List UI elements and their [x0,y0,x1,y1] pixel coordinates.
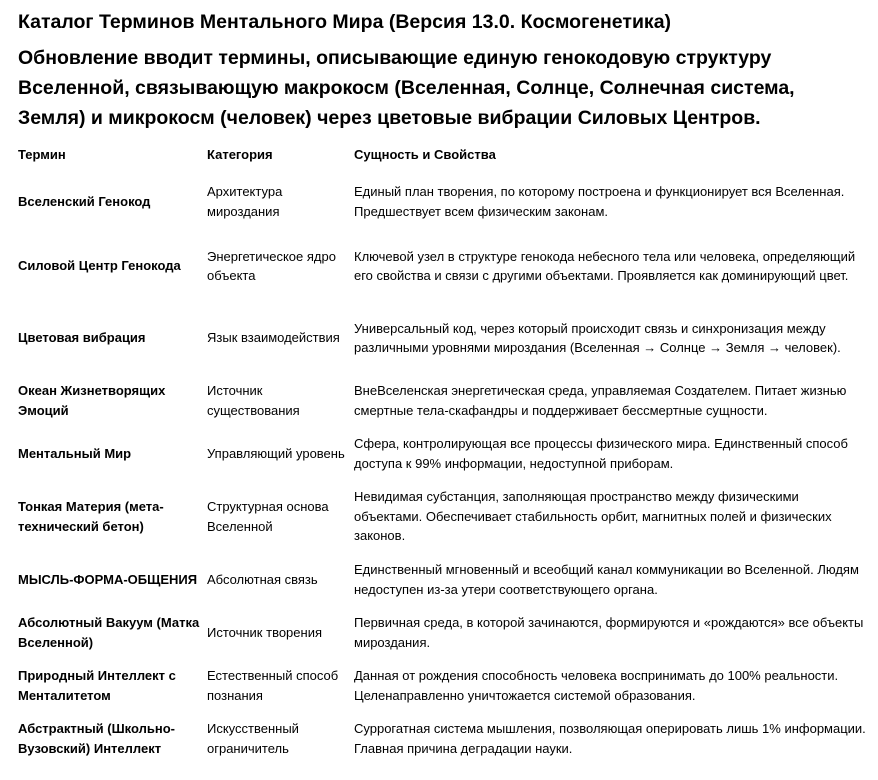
table-row [18,553,868,606]
category-cell: Управляющий уровень [207,445,345,461]
category-cell: Язык взаимодействия [207,330,340,346]
description-cell: Сфера, контролирующая все процессы физического мира. Единственный способ доступа к 99% информации, недоступной приборам. [354,436,848,471]
table-row [18,480,868,553]
table-header-row [18,147,868,173]
category-cell: Искусственный ограничитель [207,721,299,756]
column-header-term: Термин [18,147,66,162]
table-row [18,606,868,659]
table-row [18,173,868,230]
term-cell: Природный Интеллект с Менталитетом [18,668,176,703]
description-cell: Универсальный код, через который происходит связь и синхронизация между различными уровнями мироздания (Вселенная → Солнце → Земля → человек). [354,320,841,355]
description-cell: Данная от рождения способность человека воспринимать до 100% реальности. Целенаправленно уничтожается системой образования. [354,668,839,703]
description-cell: Суррогатная система мышления, позволяющая оперировать лишь 1% информации. Главная причина деградации науки. [354,721,866,756]
document-page [18,10,868,765]
table-row [18,427,868,480]
term-cell: Ментальный Мир [18,445,132,461]
page-subtitle: Обновление вводит термины, описывающие единую генокодовую структуру Вселенной, связывающую макрокосм (Вселенная, Солнце, Солнечная система, Земля) и микрокосм (человек) через цветовые вибрации Силовых Центров. [18,47,795,129]
term-cell: Вселенский Генокод [18,193,151,209]
category-cell: Источник творения [207,624,322,640]
term-cell: Океан Жизнетворящих Эмоций [18,383,166,418]
category-cell: Энергетическое ядро объекта [207,248,336,283]
description-cell: Единый план творения, по которому построена и функционирует вся Вселенная. Предшествует всем физическим законам. [354,184,845,219]
table-row [18,230,868,302]
category-cell: Источник существования [207,383,300,418]
description-cell: Невидимая субстанция, заполняющая пространство между физическими объектами. Обеспечивает стабильность орбит, магнитных полей и физических законов. [354,489,832,544]
terms-table [18,147,868,765]
term-cell: Силовой Центр Генокода [18,258,181,274]
description-cell: Единственный мгновенный и всеобщий канал коммуникации во Вселенной. Людям недоступен из-за утери соответствующего органа. [354,562,859,597]
category-cell: Абсолютная связь [207,571,318,587]
column-header-category: Категория [207,147,273,162]
term-cell: Цветовая вибрация [18,330,146,346]
table-row [18,302,868,374]
description-cell: Первичная среда, в которой зачинаются, формируются и «рождаются» все объекты мироздания. [354,615,864,650]
column-header-description: Сущность и Свойства [354,147,496,162]
category-cell: Структурная основа Вселенной [207,499,329,534]
category-cell: Архитектура мироздания [207,184,283,219]
category-cell: Естественный способ познания [207,668,339,703]
table-row [18,374,868,427]
table-row [18,712,868,765]
term-cell: МЫСЛЬ-ФОРМА-ОБЩЕНИЯ [18,571,198,587]
table-row [18,659,868,712]
description-cell: ВнеВселенская энергетическая среда, управляемая Создателем. Питает жизнью смертные тела-скафандры и поддерживает бессмертные сущности. [354,383,847,418]
term-cell: Тонкая Материя (мета-технический бетон) [18,499,164,534]
description-cell: Ключевой узел в структуре генокода небесного тела или человека, определяющий его свойства и связи с другими объектами. Проявляется как доминирующий цвет. [354,248,856,283]
term-cell: Абстрактный (Школьно-Вузовский) Интеллект [18,721,175,756]
page-title: Каталог Терминов Ментального Мира (Версия 13.0. Космогенетика) [18,11,672,33]
term-cell: Абсолютный Вакуум (Матка Вселенной) [18,615,200,650]
